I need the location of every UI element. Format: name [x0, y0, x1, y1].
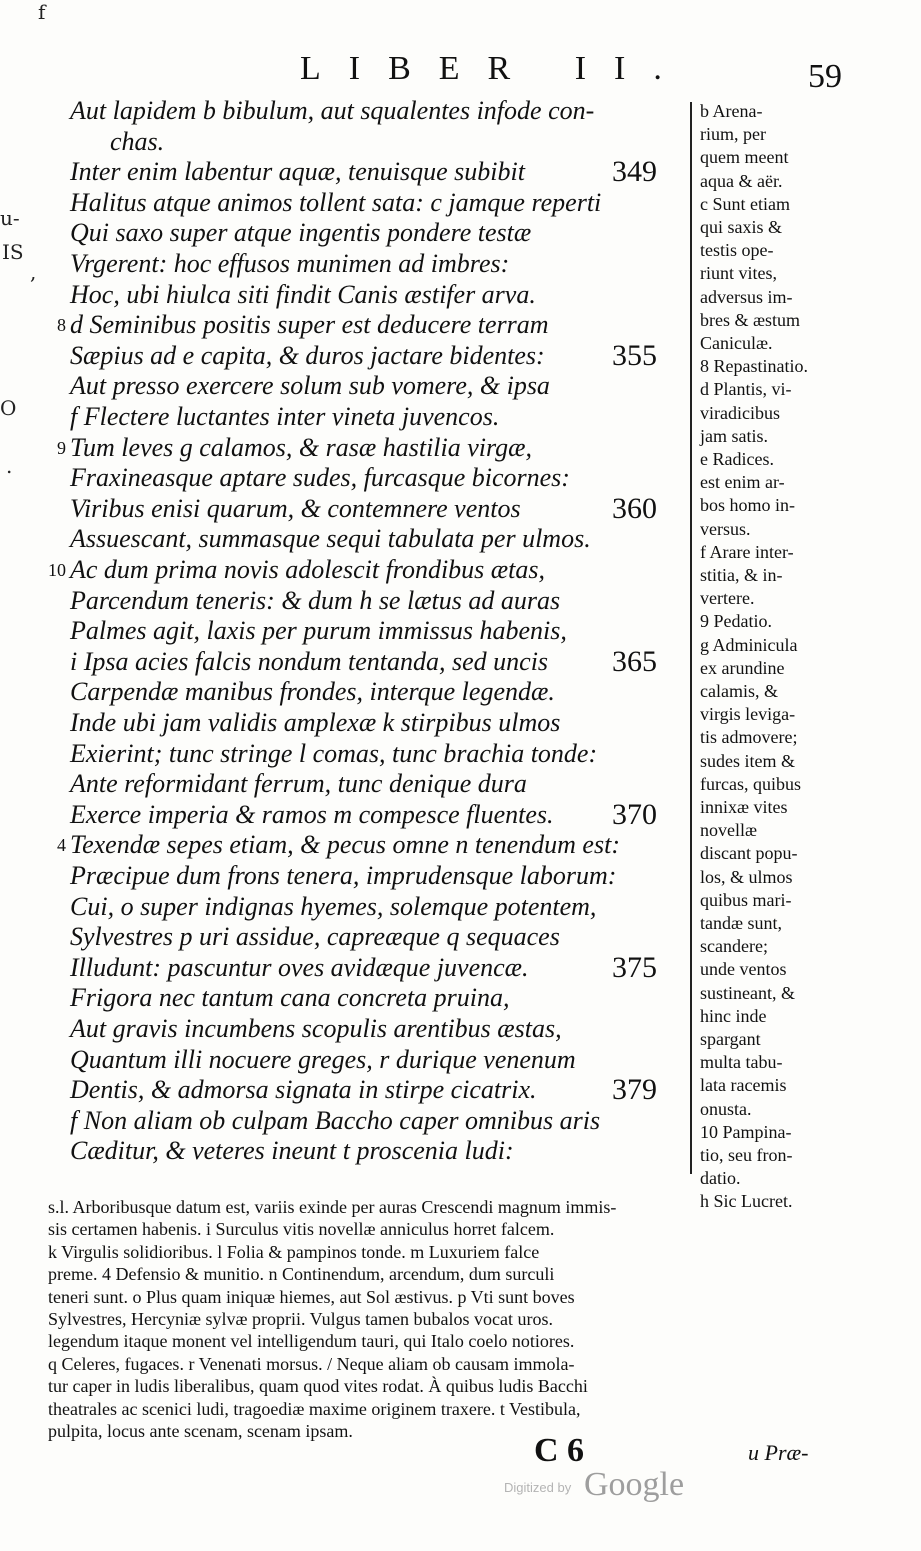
verse-text: Frigora nec tantum cana concreta pruina,	[70, 983, 510, 1013]
verse-text: Aut presso exercere solum sub vomere, & ipsa	[70, 371, 550, 401]
edge-fragment: IS	[2, 240, 24, 264]
catchword: u Præ-	[748, 1440, 809, 1465]
gloss-line: f Arare inter-	[700, 541, 794, 562]
running-title: LIBER II.	[300, 50, 690, 87]
digitized-by-label: Digitized by	[504, 1480, 572, 1495]
verse-line	[0, 586, 690, 616]
gloss-line: tandæ sunt,	[700, 913, 783, 933]
verse-number: 379	[612, 1073, 657, 1107]
gloss-line: 10 Pampina-	[700, 1121, 792, 1142]
gloss-line: g Adminicula	[700, 634, 798, 655]
gloss-line: qui saxis &	[700, 217, 783, 237]
gloss-line: testis ope-	[700, 240, 774, 261]
gloss-line: furcas, quibus	[700, 773, 801, 794]
verse-line	[0, 371, 690, 401]
verse-line	[0, 830, 690, 860]
gloss-line: quibus mari-	[700, 889, 792, 910]
gloss-line: sustineant, &	[700, 982, 795, 1003]
verse-line	[0, 96, 690, 126]
gloss-line: quem meent	[700, 147, 789, 168]
verse-line	[0, 983, 690, 1013]
verse-text: Illudunt: pascuntur oves avidæque juvencæ.	[70, 952, 529, 982]
verse-text: Exierint; tunc stringe l comas, tunc brachia tonde:	[70, 738, 598, 768]
verse-text: i Ipsa acies falcis nondum tentanda, sed uncis	[70, 646, 549, 676]
footnote-line: preme. 4 Defensio & munitio. n Continendum, arcendum, dum surculi	[48, 1264, 555, 1285]
gloss-line: multa tabu-	[700, 1052, 783, 1073]
verse-line	[0, 218, 690, 248]
verse-line	[0, 157, 690, 187]
gloss-line: viradicibus	[700, 402, 780, 423]
verse-line	[0, 280, 690, 310]
gloss-line: e Radices.	[700, 449, 774, 469]
verse-text: Texendæ sepes etiam, & pecus omne n tenendum est:	[70, 830, 620, 860]
footnote-line: Sylvestres, Hercyniæ sylvæ proprii. Vulgus tamen bubalos vocat uros.	[48, 1309, 554, 1330]
verse-text: Hoc, ubi hiulca siti findit Canis æstifer arva.	[70, 279, 536, 309]
verse-line	[0, 463, 690, 493]
gloss-line: b Arena-	[700, 101, 763, 121]
gloss-line: tis admovere;	[700, 727, 798, 748]
edge-fragment: u-	[0, 206, 20, 230]
verse-line	[0, 616, 690, 646]
verse-text: Sylvestres p uri assidue, capreæque q sequaces	[70, 922, 560, 952]
edge-fragment: O	[0, 396, 17, 420]
gloss-line: stitia, & in-	[700, 565, 783, 585]
gloss-line: calamis, &	[700, 681, 778, 701]
gloss-line: 8 Repastinatio.	[700, 356, 808, 377]
gloss-line: discant popu-	[700, 843, 798, 864]
verse-line	[0, 338, 690, 372]
gloss-line: h Sic Lucret.	[700, 1191, 793, 1212]
gloss-line: jam satis.	[700, 425, 768, 446]
footnote-line: sis certamen habenis. i Surculus vitis novellæ anniculus horret falcem.	[48, 1219, 555, 1240]
verse-line	[0, 644, 690, 678]
verse-text: Ante reformidant ferrum, tunc denique dura	[70, 769, 527, 799]
gloss-line: hinc inde	[700, 1005, 767, 1026]
verse-text: Aut gravis incumbens scopulis arentibus æstas,	[70, 1014, 562, 1043]
footnote-line: teneri sunt. o Plus quam iniquæ hiemes, aut Sol æstivus. p Vti sunt boves	[48, 1286, 575, 1307]
footnote-line: k Virgulis solidioribus. l Folia & pampinos tonde. m Luxuriem falce	[48, 1241, 540, 1262]
verse-text: Ac dum prima novis adolescit frondibus ætas,	[70, 555, 545, 584]
verse-text: Inter enim labentur aquæ, tenuisque subibit	[70, 157, 525, 187]
edge-fragment: .	[6, 454, 13, 478]
verse-line	[0, 127, 690, 157]
column-rule	[690, 102, 692, 1174]
gloss-line: Caniculæ.	[700, 333, 773, 353]
verse-text: Cæditur, & veteres ineunt t proscenia ludi:	[70, 1136, 514, 1166]
verse-text: Halitus atque animos tollent sata: c jamque reperti	[70, 187, 602, 217]
verse-text: d Seminibus positis super est deducere terram	[70, 310, 549, 340]
gloss-line: los, & ulmos	[700, 866, 793, 887]
gloss-line: est enim ar-	[700, 472, 785, 493]
verse-text: Parcendum teneris: & dum h se lætus ad auras	[70, 585, 561, 615]
verse-line	[0, 1106, 690, 1136]
gloss-line: riunt vites,	[700, 263, 777, 284]
verse-text: f Flectere luctantes inter vineta juvencos.	[70, 402, 500, 431]
verse-line	[0, 555, 690, 585]
footnote-line: tur caper in ludis liberalibus, quam quod vites rodat. À quibus ludis Bacchi	[48, 1376, 588, 1397]
verse-section-mark: 9	[57, 437, 66, 458]
gloss-line: aqua & aër.	[700, 170, 783, 191]
verse-text: Exerce imperia & ramos m compesce fluentes.	[70, 799, 554, 829]
footnote-line: legendum itaque monent vel intelligendum tauri, qui Italo coelo notiores.	[48, 1331, 575, 1352]
page-number: 59	[808, 58, 842, 95]
verse-number: 375	[612, 950, 657, 984]
verse-text: Quantum illi nocuere greges, r durique venenum	[70, 1044, 576, 1074]
google-watermark: Google	[584, 1466, 685, 1503]
footnote-line: pulpita, locus ante scenam, scenam ipsam.	[48, 1421, 353, 1442]
verse-line	[0, 310, 690, 340]
verse-line	[0, 249, 690, 279]
verse-line	[0, 433, 690, 463]
gloss-line: tio, seu fron-	[700, 1145, 793, 1165]
verse-line	[0, 1136, 690, 1166]
gloss-line: unde ventos	[700, 959, 787, 980]
gloss-line: spargant	[700, 1029, 761, 1049]
verse-section-mark: 8	[57, 315, 66, 336]
verse-line	[0, 797, 690, 831]
verse-text: chas.	[110, 126, 165, 156]
verse-line	[0, 739, 690, 769]
verse-text: Qui saxo super atque ingentis pondere testæ	[70, 218, 532, 248]
verse-text: Fraxineasque aptare sudes, furcasque bicornes:	[70, 463, 570, 493]
gloss-line: innixæ vites	[700, 797, 788, 817]
footnote-line: theatrales ac scenici ludi, tragoediæ maxime originem traxere. t Vestibula,	[48, 1398, 581, 1419]
gloss-line: versus.	[700, 518, 751, 539]
gloss-line: novellæ	[700, 820, 757, 841]
verse-section-mark: 4	[57, 835, 66, 856]
gloss-line: bres & æstum	[700, 309, 801, 330]
verse-line	[0, 950, 690, 984]
gloss-line: onusta.	[700, 1098, 752, 1119]
verse-number: 355	[612, 338, 657, 372]
edge-fragment: ,	[30, 260, 37, 284]
footnotes	[48, 1196, 828, 1442]
verse-text: Præcipue dum frons tenera, imprudensque laborum:	[70, 861, 617, 890]
verse-number: 365	[612, 644, 657, 678]
gloss-line: c Sunt etiam	[700, 193, 790, 214]
gloss-line: virgis leviga-	[700, 704, 796, 725]
gloss-line: sudes item &	[700, 750, 795, 771]
verse-number: 370	[612, 797, 657, 831]
gloss-line: d Plantis, vi-	[700, 379, 792, 400]
gloss-line: lata racemis	[700, 1075, 787, 1096]
verse-text: Viribus enisi quarum, & contemnere ventos	[70, 493, 521, 523]
verse-text: Palmes agit, laxis per purum immissus habenis,	[70, 616, 567, 646]
verse-text: Tum leves g calamos, & rasæ hastilia virgæ,	[70, 432, 532, 462]
edge-fragment-top: f	[38, 0, 46, 24]
verse-text: Sæpius ad e capita, & duros jactare bidentes:	[70, 340, 545, 370]
verse-number: 360	[612, 491, 657, 525]
verse-section-mark: 10	[48, 560, 66, 580]
verse-line	[0, 892, 690, 922]
gloss-line: adversus im-	[700, 286, 793, 307]
gloss-line: 9 Pedatio.	[700, 611, 772, 632]
gloss-line: scandere;	[700, 936, 768, 957]
verse-text: Vrgerent: hoc effusos munimen ad imbres:	[70, 249, 510, 278]
verse-line	[0, 1075, 690, 1105]
footnote-line: s.l. Arboribusque datum est, variis exinde per auras Crescendi magnum immis-	[48, 1197, 617, 1217]
verse-line	[0, 1014, 690, 1044]
gloss-line: rium, per	[700, 124, 766, 145]
verse-line	[0, 708, 690, 738]
verse-text: Carpendæ manibus frondes, interque legendæ.	[70, 677, 555, 707]
verse-line	[0, 491, 690, 525]
gloss-line: vertere.	[700, 588, 755, 609]
verse-line	[0, 188, 690, 218]
verse-text: Dentis, & admorsa signata in stirpe cicatrix.	[70, 1075, 537, 1105]
verse-text: Inde ubi jam validis amplexæ k stirpibus ulmos	[70, 708, 561, 737]
verse-text: Cui, o super indignas hyemes, solemque potentem,	[70, 891, 597, 921]
signature-mark: C 6	[534, 1432, 585, 1469]
verse-line	[0, 402, 690, 432]
verse-text: f Non aliam ob culpam Baccho caper omnibus aris	[70, 1105, 601, 1135]
verse-text: Assuescant, summasque sequi tabulata per ulmos.	[70, 524, 591, 554]
gloss-line: datio.	[700, 1168, 741, 1189]
verse-line	[0, 922, 690, 952]
verse-number: 349	[612, 155, 657, 189]
verse-line	[0, 524, 690, 554]
footnote-line: q Celeres, fugaces. r Venenati morsus. / Neque aliam ob causam immola-	[48, 1353, 575, 1374]
verse-line	[0, 861, 690, 891]
verse-text: Aut lapidem b bibulum, aut squalentes infode con-	[70, 96, 595, 125]
gloss-line: ex arundine	[700, 657, 785, 678]
verse-line	[0, 1045, 690, 1075]
verse-line	[0, 769, 690, 799]
gloss-line: bos homo in-	[700, 495, 796, 516]
verse-line	[0, 677, 690, 707]
